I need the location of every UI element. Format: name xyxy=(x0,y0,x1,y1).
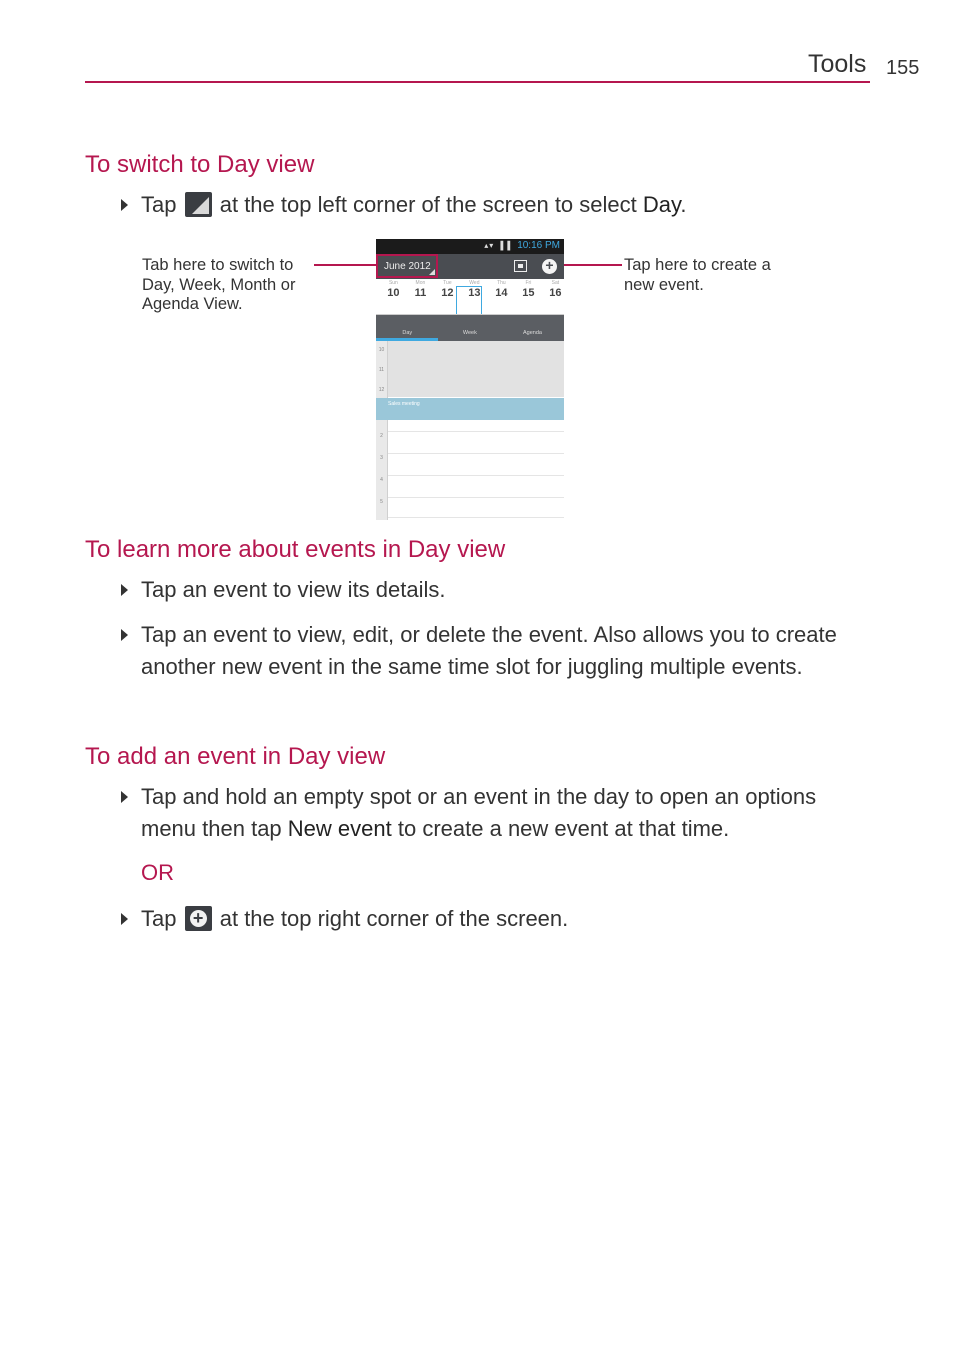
hour-label: 4 xyxy=(380,477,383,483)
bullet-tap-hold xyxy=(141,781,871,844)
callout-line: Tap here to create a xyxy=(624,256,771,274)
week-day-cell[interactable] xyxy=(407,279,434,315)
hour-grid-line xyxy=(388,497,564,498)
hour-grid-line xyxy=(388,453,564,454)
week-day-number: 15 xyxy=(522,287,535,299)
bullet-triangle-icon xyxy=(121,629,128,641)
week-day-number: 10 xyxy=(387,287,400,299)
callout-line: Agenda View. xyxy=(142,295,243,313)
bullet-triangle-icon xyxy=(121,913,128,925)
week-day-number: 12 xyxy=(441,287,454,299)
week-day-number: 13 xyxy=(468,287,481,299)
callout-new-event xyxy=(624,256,771,295)
bullet-text-pre: Tap and hold an empty spot or an event in the day to open an options menu then tap xyxy=(141,784,817,841)
hour-grid-line xyxy=(388,517,564,518)
event-title: Sales meeting xyxy=(388,401,420,407)
bullet-triangle-icon xyxy=(121,584,128,596)
week-day-name: Wed xyxy=(469,280,480,286)
callout-switch-view xyxy=(142,256,295,315)
bullet-triangle-icon xyxy=(121,199,128,211)
status-bar xyxy=(376,239,564,254)
week-day-name: Sun xyxy=(388,280,398,286)
page-number: 155 xyxy=(886,57,920,79)
bullet-text-mid: at the top left corner of the screen to select xyxy=(219,192,637,217)
go-to-today-icon[interactable] xyxy=(514,260,527,272)
bullet-text-end: at the top right corner of the screen. xyxy=(219,906,569,931)
week-day-name: Sat xyxy=(551,280,560,286)
week-strip xyxy=(376,279,564,315)
week-day-cell[interactable] xyxy=(515,279,542,315)
bullet-text-day: Day xyxy=(642,192,681,217)
add-event-plus-icon xyxy=(185,906,212,931)
bullet-triangle-icon xyxy=(121,791,128,803)
hour-label: 11 xyxy=(378,367,385,373)
month-selector-highlight xyxy=(376,254,438,278)
day-timeline[interactable] xyxy=(376,341,564,520)
bullet-text: Tap an event to view, edit, or delete the event. Also allows you to create another new event in the same time slot for juggling multiple events. xyxy=(141,622,837,679)
hour-label: 3 xyxy=(380,455,383,461)
calendar-view-corner-icon xyxy=(185,192,212,217)
bullet-text-tap: Tap xyxy=(141,192,177,217)
status-icons: ▴▾ ▐ ▌ xyxy=(484,241,514,250)
bullet-text-new-event: New event xyxy=(287,815,392,841)
bullet-text-tap: Tap xyxy=(141,906,177,931)
callout-right-leader-line xyxy=(556,264,622,266)
callout-line: new event. xyxy=(624,275,704,294)
section-title-switch-day-view: To switch to Day view xyxy=(85,151,315,178)
callout-left-leader-line xyxy=(314,264,376,266)
week-day-name: Mon xyxy=(415,280,426,286)
bullet-text: Tap an event to view its details. xyxy=(141,577,446,602)
bullet-view-details xyxy=(141,574,871,606)
week-day-cell[interactable] xyxy=(542,279,564,315)
event-sales-meeting[interactable] xyxy=(376,398,564,420)
week-day-name: Thu xyxy=(497,280,506,286)
selected-day-indicator xyxy=(456,286,482,315)
week-day-name: Tue xyxy=(443,280,452,286)
callout-line: Tab here to switch to xyxy=(142,256,294,274)
bullet-tap-add xyxy=(141,903,871,935)
hour-grid-line xyxy=(388,431,564,432)
hour-column xyxy=(376,341,388,520)
week-day-cell[interactable] xyxy=(488,279,515,315)
week-day-name: Fri xyxy=(525,280,532,286)
calendar-day-view-screenshot xyxy=(376,239,564,520)
week-day-number: 11 xyxy=(414,287,427,299)
month-selector[interactable]: June 2012 xyxy=(384,261,431,272)
week-day-number: 14 xyxy=(495,287,508,299)
hour-grid-line xyxy=(388,475,564,476)
or-separator: OR xyxy=(141,860,174,885)
bullet-text-end: . xyxy=(680,192,687,217)
bullet-switch-view xyxy=(141,189,871,221)
tab-week[interactable]: Week xyxy=(462,330,477,336)
view-tabs xyxy=(376,315,564,341)
bullet-text-end: to create a new event at that time. xyxy=(397,815,730,841)
header-title: Tools xyxy=(808,50,867,78)
week-day-number: 16 xyxy=(549,287,562,299)
callout-line: Day, Week, Month or xyxy=(142,275,296,294)
section-title-add-event: To add an event in Day view xyxy=(85,743,386,770)
tab-agenda[interactable]: Agenda xyxy=(523,330,542,336)
hour-label: 12 xyxy=(378,387,385,393)
header-rule xyxy=(85,81,870,83)
tab-day[interactable]: Day xyxy=(402,330,413,336)
hour-label: 2 xyxy=(380,433,383,439)
section-title-learn-events: To learn more about events in Day view xyxy=(85,536,506,563)
hour-label: 10 xyxy=(378,347,385,353)
past-hours-area xyxy=(388,341,564,397)
week-day-cell[interactable] xyxy=(380,279,407,315)
add-event-icon[interactable] xyxy=(542,259,557,274)
status-time: 10:16 PM xyxy=(517,240,560,251)
bullet-view-edit-delete xyxy=(141,619,871,682)
hour-label: 5 xyxy=(380,499,383,505)
